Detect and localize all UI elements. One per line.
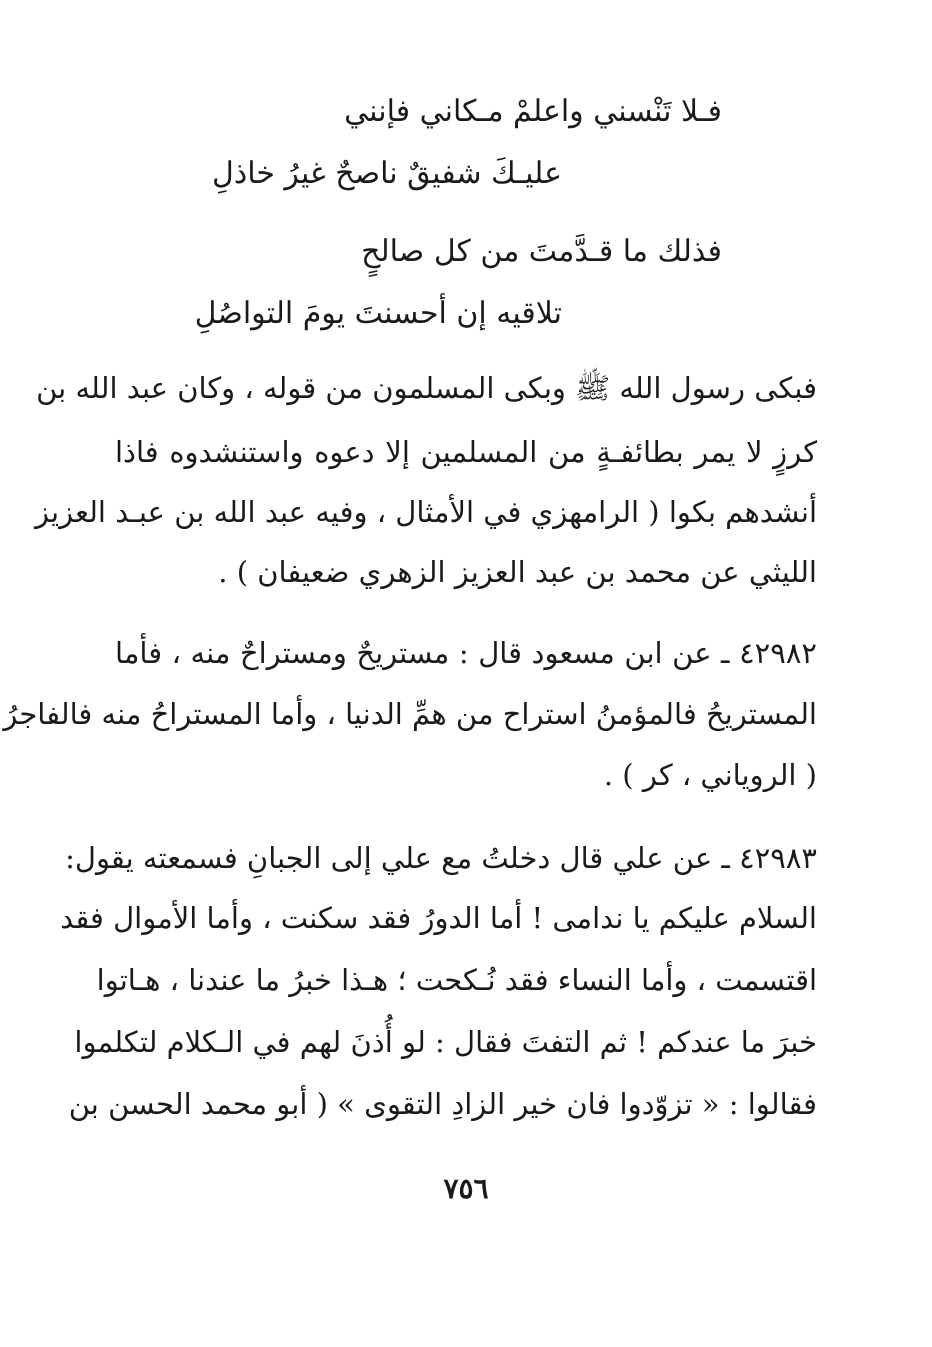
- page-number: ٧٥٦: [443, 1172, 489, 1205]
- poem-line: تلاقيه إن أحسنتَ يومَ التواصُلِ: [194, 296, 562, 331]
- hadith-entry-line: ٤٢٩٨٢ ـ عن ابن مسعود قال : مستريحٌ ومستراحٌ منه ، فأما: [115, 636, 817, 670]
- hadith-entry-line: ٤٢٩٨٣ ـ عن علي قال دخلتُ مع علي إلى الجبانِ فسمعته يقول:: [65, 841, 817, 875]
- paragraph-line: أنشدهم بكوا ( الرامهزي في الأمثال ، وفيه عبد الله بن عبـد العزيز: [35, 495, 817, 529]
- paragraph-line: خبرَ ما عندكم ! ثم التفتَ فقال : لو أُذنَ لهم في الـكلام لتكلموا: [74, 1025, 817, 1059]
- poem-line: فذلك ما قـدَّمتَ من كل صالحٍ: [361, 234, 722, 269]
- poem-line: عليـكَ شفيقٌ ناصحٌ غيرُ خاذلِ: [212, 156, 562, 191]
- paragraph-line: اقتسمت ، وأما النساء فقد نُـكحت ؛ هـذا خبرُ ما عندنا ، هـاتوا: [96, 963, 817, 997]
- paragraph-line: السلام عليكم يا ندامى ! أما الدورُ فقد سكنت ، وأما الأموال فقد: [60, 901, 817, 935]
- poem-line: فـلا تَنْسني واعلمْ مـكاني فإنني: [344, 94, 722, 129]
- paragraph-line: كرزٍ لا يمر بطائفـةٍ من المسلمين إلا دعوه واستنشدوه فاذا: [115, 435, 817, 469]
- paragraph-line: ( الروياني ، كر ) .: [603, 758, 817, 792]
- paragraph-line: الليثي عن محمد بن عبد العزيز الزهري ضعيفان ) .: [218, 555, 817, 589]
- paragraph-line: المستريحُ فالمؤمنُ استراح من همِّ الدنيا ، وأما المستراحُ منه فالفاجرُ: [3, 697, 817, 731]
- paragraph-line: فقالوا : « تزوّدوا فان خير الزادِ التقوى » ( أبو محمد الحسن بن: [68, 1087, 817, 1121]
- paragraph-line: فبكى رسول الله ﷺ وبكى المسلمون من قوله ، وكان عبد الله بن: [36, 371, 817, 405]
